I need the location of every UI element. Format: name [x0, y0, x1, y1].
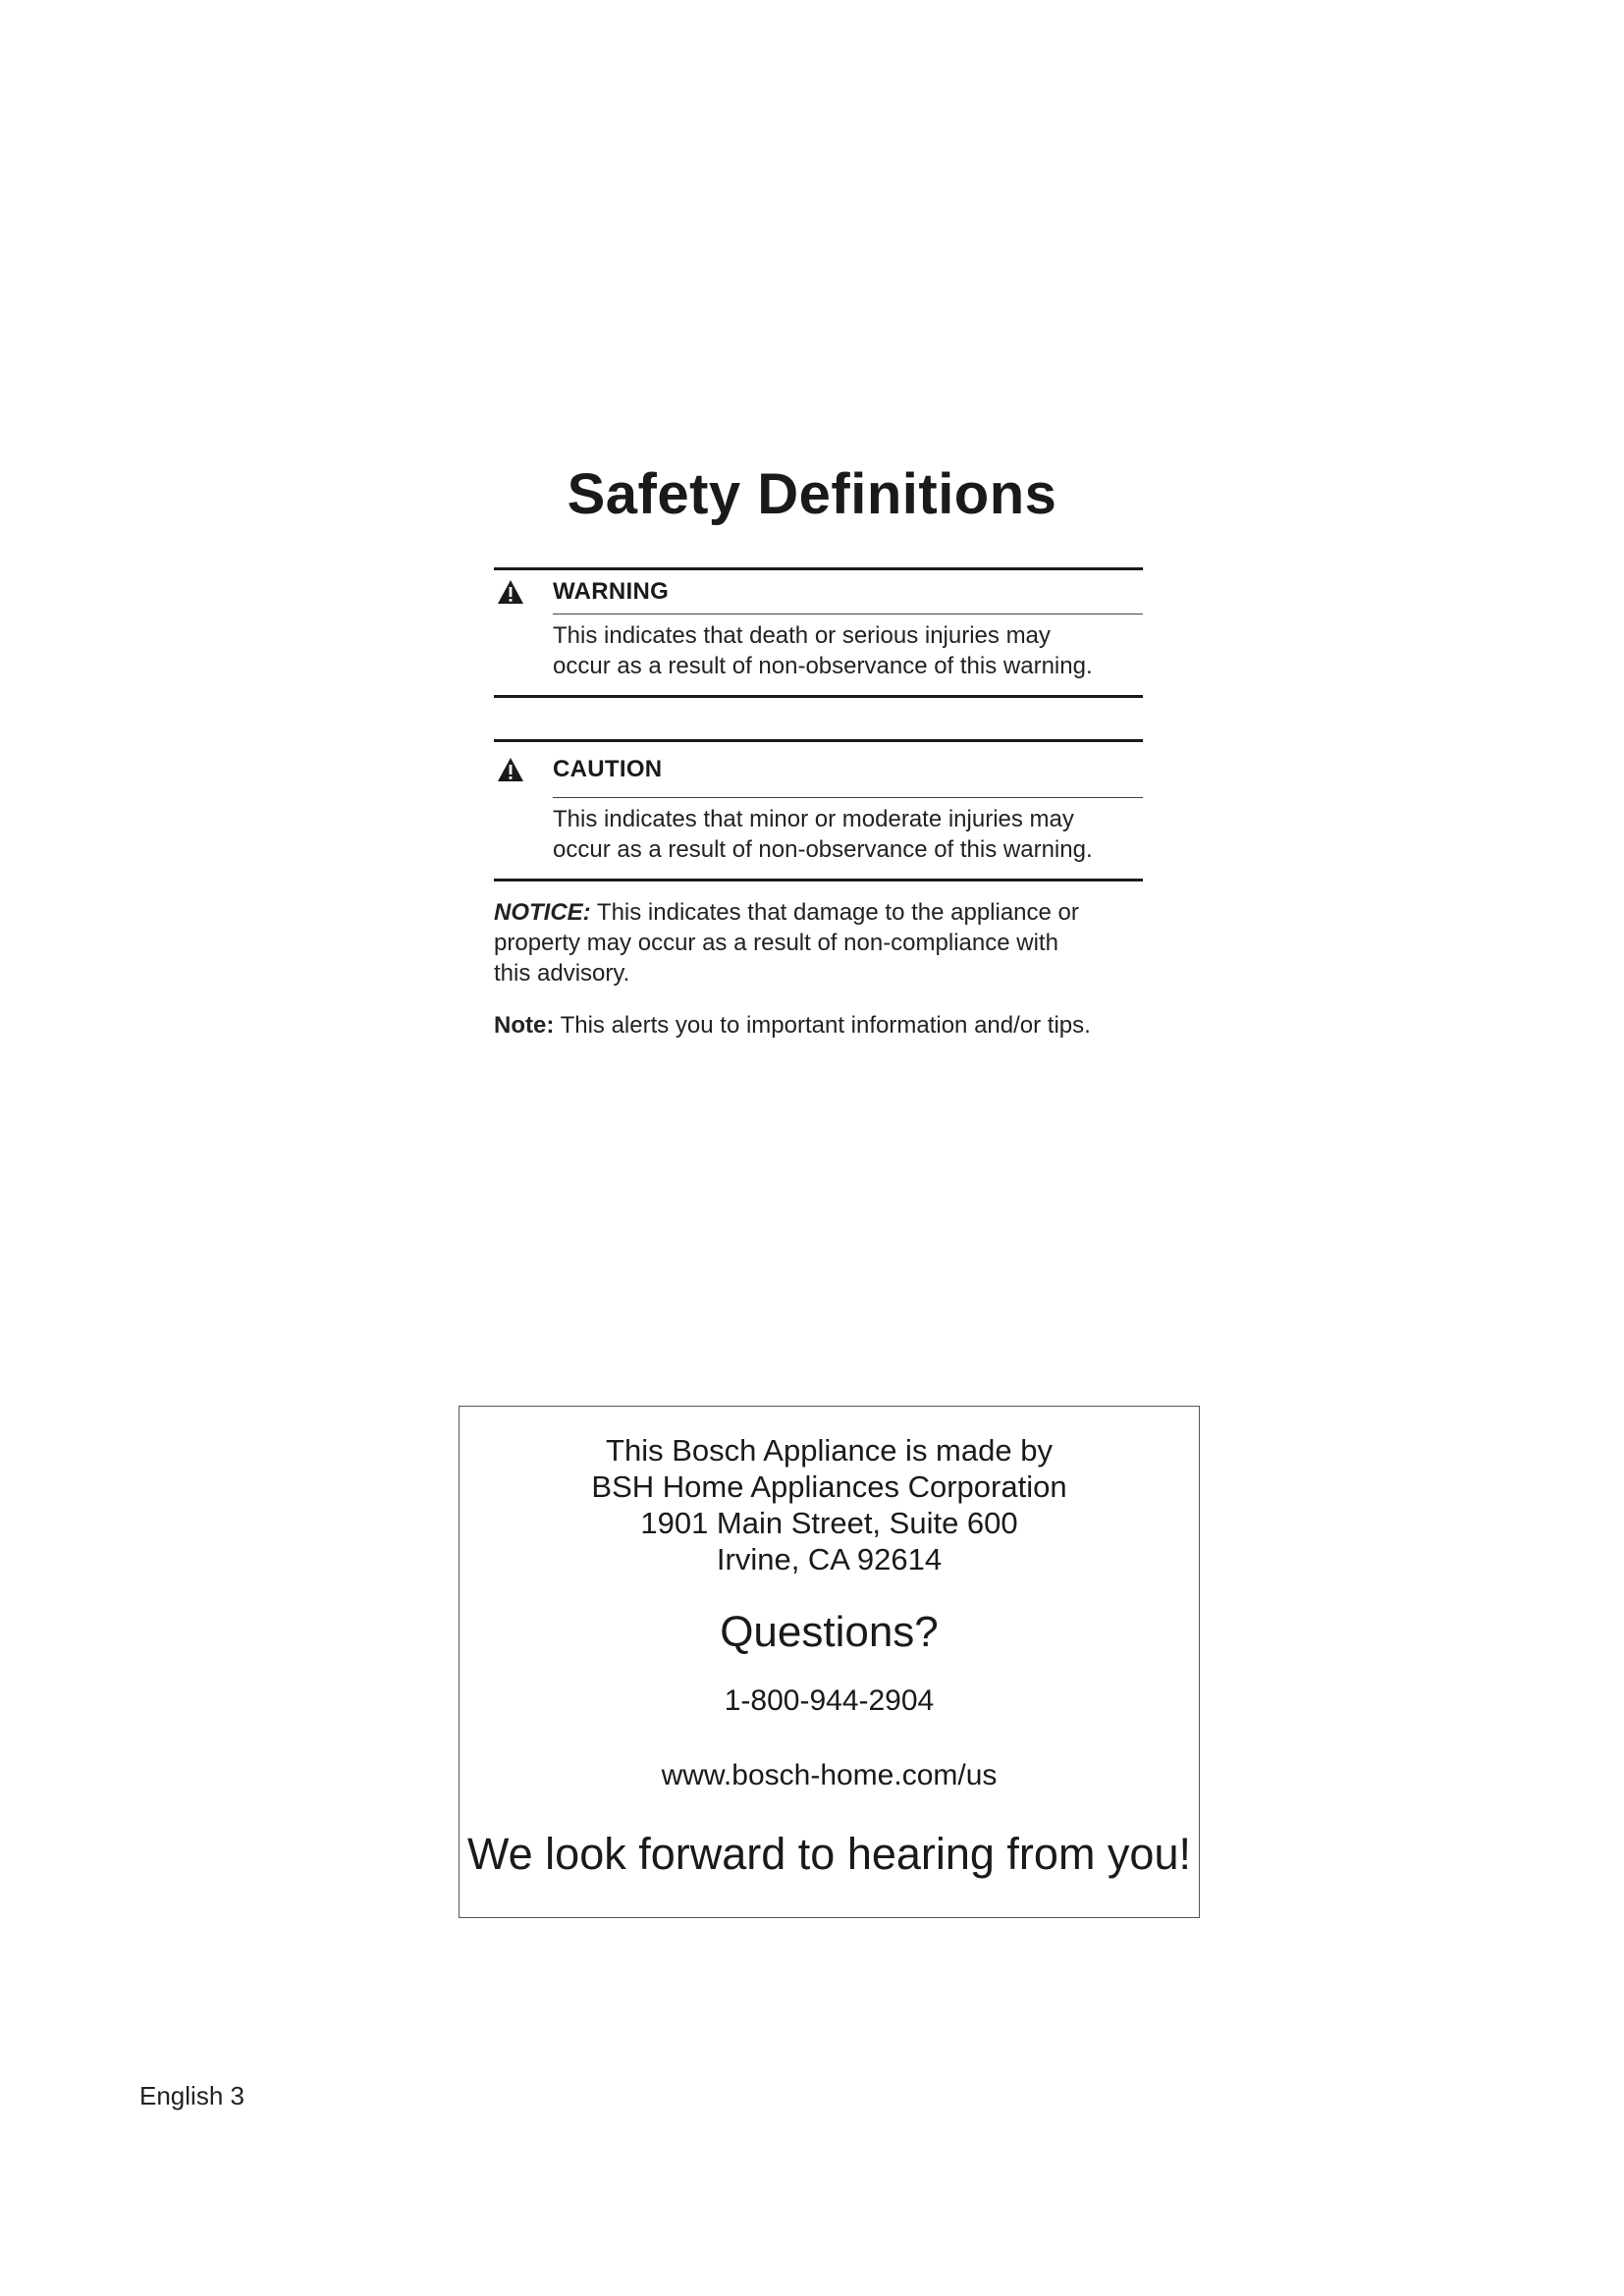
- warning-text: [553, 614, 1143, 695]
- contact-box: [459, 1406, 1200, 1918]
- warning-block: [494, 567, 1143, 698]
- notice-label: NOTICE:: [494, 899, 591, 926]
- caution-text: [553, 797, 1143, 879]
- warning-text-line: occur as a result of non-observance of this warning.: [553, 653, 1093, 679]
- notice-text-line: This indicates that damage to the appliance or: [590, 899, 1079, 926]
- note-text: This alerts you to important information and/or tips.: [554, 1012, 1091, 1039]
- caution-text-line: This indicates that minor or moderate injuries may: [553, 806, 1074, 832]
- address-city: Irvine, CA 92614: [716, 1542, 943, 1576]
- closing-message: We look forward to hearing from you!: [466, 1829, 1191, 1879]
- manufacturer-name: BSH Home Appliances Corporation: [591, 1469, 1067, 1504]
- address-street: 1901 Main Street, Suite 600: [640, 1506, 1018, 1540]
- phone-number: 1-800-944-2904: [724, 1684, 935, 1717]
- questions-heading: Questions?: [720, 1608, 939, 1656]
- warning-label: WARNING: [553, 578, 670, 605]
- note-paragraph: [494, 1010, 1143, 1041]
- warning-triangle-icon: [494, 576, 527, 608]
- website-url: www.bosch-home.com/us: [661, 1759, 998, 1791]
- caution-text-line: occur as a result of non-observance of this warning.: [553, 836, 1093, 863]
- manufacturer-line: This Bosch Appliance is made by: [606, 1433, 1053, 1468]
- warning-text-line: This indicates that death or serious injuries may: [553, 622, 1051, 649]
- warning-triangle-icon: [494, 754, 527, 785]
- caution-label: CAUTION: [553, 756, 663, 782]
- page-footer: English 3: [139, 2081, 244, 2110]
- note-label: Note:: [494, 1012, 555, 1039]
- caution-header: [494, 742, 1143, 797]
- manufacturer-info: [460, 1432, 1199, 1577]
- notice-text-line: property may occur as a result of non-compliance with: [494, 930, 1058, 956]
- warning-header: [494, 570, 1143, 614]
- page-title: Safety Definitions: [567, 462, 1057, 526]
- notice-paragraph: [494, 897, 1143, 988]
- notice-text-line: this advisory.: [494, 960, 630, 987]
- caution-block: [494, 739, 1143, 881]
